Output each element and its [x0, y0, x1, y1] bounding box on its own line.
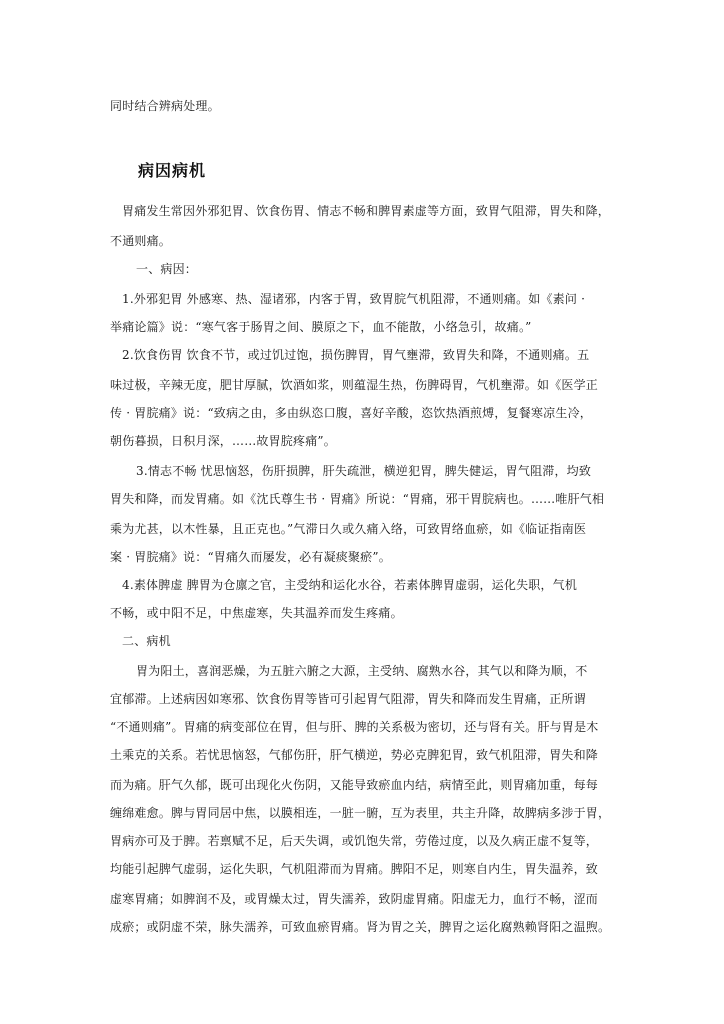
paragraph-line: “不通则痛”。胃痛的病变部位在胃，但与肝、脾的关系极为密切，还与肾有关。肝与胃是木 — [110, 720, 599, 734]
paragraph-line: 成瘀；或阴虚不荣，脉失濡养，可致血瘀胃痛。肾为胃之关，脾胃之运化腐熟赖肾阳之温煦。 — [110, 920, 611, 934]
paragraph-line: 4.素体脾虚 脾胃为仓廪之官，主受纳和运化水谷，若素体脾胃虚弱，运化失职，气机 — [122, 578, 578, 592]
subsection-title: 一、病因： — [136, 262, 198, 276]
paragraph-line: 均能引起脾气虚弱，运化失职，气机阻滞而为胃痛。脾阳不足，则寒自内生，胃失温养，致 — [110, 862, 599, 876]
paragraph-line: 胃为阳土，喜润恶燥，为五脏六腑之大源，主受纳、腐熟水谷，其气以和降为顺，不 — [136, 664, 588, 678]
paragraph-line: 胃病亦可及于脾。若禀赋不足，后天失调，或饥饱失常，劳倦过度，以及久病正虚不复等， — [110, 834, 599, 848]
paragraph-line: 3.情志不畅 忧思恼怒，伤肝损脾，肝失疏泄，横逆犯胃，脾失健运，胃气阻滞，均致 — [136, 464, 592, 478]
paragraph-line: 而为痛。肝气久郁，既可出现化火伤阴，又能导致瘀血内结，病情至此，则胃痛加重，每每 — [110, 778, 599, 792]
paragraph-line: 胃痛发生常因外邪犯胃、饮食伤胃、情志不畅和脾胃素虚等方面，致胃气阻滞，胃失和降， — [122, 204, 611, 218]
paragraph-line: 2.饮食伤胃 饮食不节，或过饥过饱，损伤脾胃，胃气壅滞，致胃失和降，不通则痛。五 — [122, 348, 590, 362]
paragraph-line: 案 · 胃脘痛》说：“胃痛久而屡发，必有凝痰聚瘀”。 — [110, 550, 391, 564]
paragraph-line: 胃失和降，而发胃痛。如《沈氏尊生书 · 胃痛》所说：“胃痛，邪干胃脘病也。……唯肝气相 — [110, 492, 605, 506]
paragraph-line: 举痛论篇》说：“寒气客于肠胃之间、膜原之下，血不能散，小络急引，故痛。” — [110, 320, 532, 334]
subsection-title: 二、病机 — [122, 634, 171, 648]
paragraph-line: 乘为尤甚，以木性暴，且正克也。”气滞日久或久痛入络，可致胃络血瘀，如《临证指南医 — [110, 522, 587, 536]
paragraph-line: 味过极，辛辣无度，肥甘厚腻，饮酒如浆，则蕴湿生热，伤脾碍胃，气机壅滞。如《医学正 — [110, 378, 599, 392]
paragraph-line: 不畅，或中阳不足，中焦虚寒，失其温养而发生疼痛。 — [110, 606, 403, 620]
paragraph-line: 土乘克的关系。若忧思恼怒，气郁伤肝，肝气横逆，势必克脾犯胃，致气机阻滞，胃失和降 — [110, 748, 599, 762]
section-heading: 病因病机 — [138, 161, 207, 180]
paragraph-line: 缠绵难愈。脾与胃同居中焦，以膜相连，一脏一腑，互为表里，共主升降，故脾病多涉于胃， — [110, 806, 611, 820]
paragraph-line: 传 · 胃脘痛》说：“致病之由，多由纵恣口腹，喜好辛酸，恣饮热酒煎煿，复餐寒凉生冷， — [110, 406, 592, 420]
paragraph-line: 不通则痛。 — [110, 234, 172, 248]
intro-line: 同时结合辨病处理。 — [110, 99, 220, 113]
paragraph-line: 宜郁滞。上述病因如寒邪、饮食伤胃等皆可引起胃气阻滞，胃失和降而发生胃痛，正所谓 — [110, 692, 586, 706]
paragraph-line: 虚寒胃痛；如脾润不及，或胃燥太过，胃失濡养，致阴虚胃痛。阳虚无力，血行不畅，涩而 — [110, 892, 599, 906]
paragraph-line: 朝伤暮损，日积月深，……故胃脘疼痛”。 — [110, 434, 336, 448]
paragraph-line: 1.外邪犯胃 外感寒、热、湿诸邪，内客于胃，致胃脘气机阻滞，不通则痛。如《素问 · — [122, 292, 586, 306]
